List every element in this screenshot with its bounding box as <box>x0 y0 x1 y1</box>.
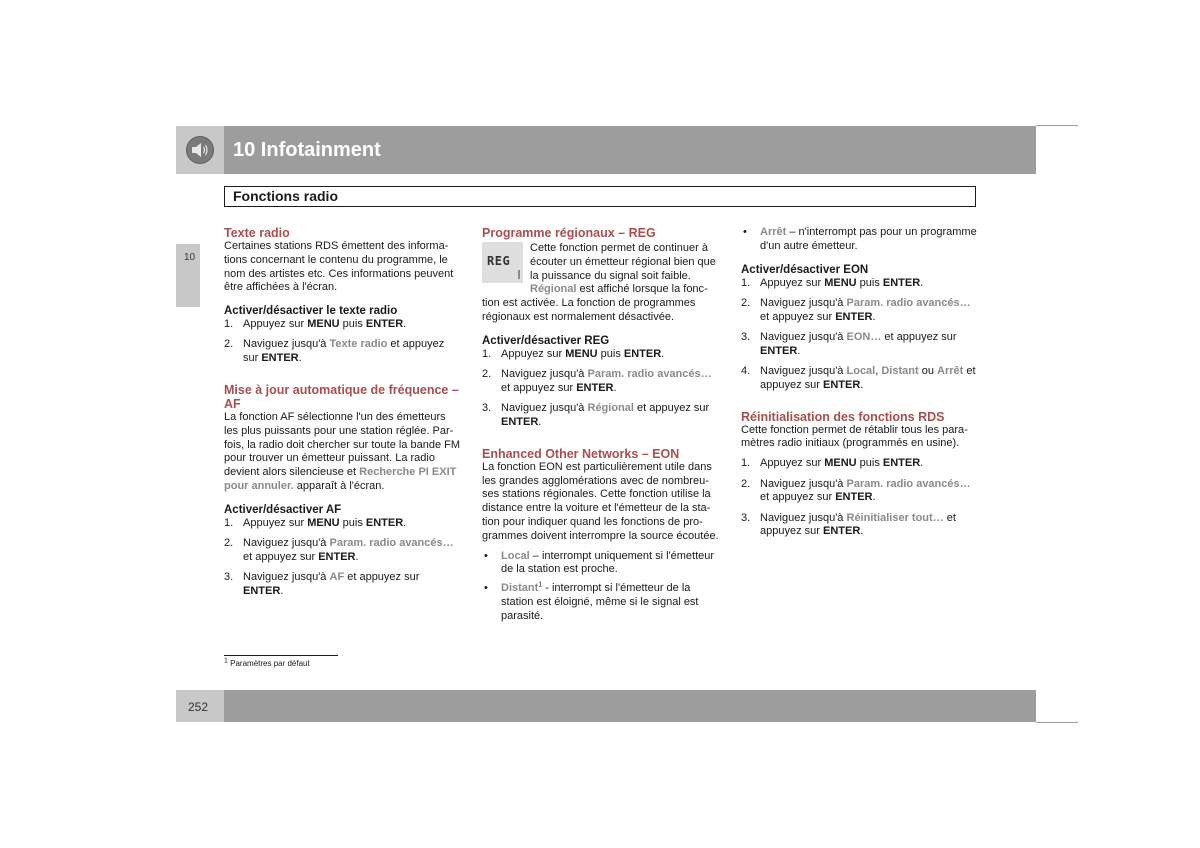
list-item: • Arrêt – n'interrompt pas pour un programme d'un autre émetteur. <box>743 226 977 252</box>
paragraph-rds: Cette fonction permet de rétablir tous les paramètres radio initiaux (programmés en usine). <box>741 423 968 450</box>
footnote: $^1$ Paramètres par défaut <box>224 657 310 668</box>
list-item: 1. Appuyez sur MENU puis ENTER. <box>224 318 407 331</box>
paragraph-texte-radio: Certaines stations RDS émettent des informations concernant le contenu du programme, le nom des artistes etc. Ces informations peuvent être affichées à l'écran. <box>224 240 454 294</box>
steps-reg <box>482 348 719 430</box>
steps-eon <box>741 277 978 393</box>
heading-activer-af: Activer/désactiver AF <box>224 503 342 516</box>
steps-texte-radio <box>224 318 461 366</box>
side-tab-number: 10 <box>184 252 196 263</box>
list-item: • Local – interrompt uniquement si l'émetteur de la station est proche. <box>484 549 715 576</box>
heading-af: Mise à jour automatique de fréquence – AF <box>224 383 459 412</box>
list-item: 4. Naviguez jusqu'à Local, Distant ou Arrêt et appuyez sur ENTER. <box>741 365 976 391</box>
heading-eon: Enhanced Other Networks – EON <box>482 446 680 461</box>
heading-rds: Réinitialisation des fonctions RDS <box>741 409 945 424</box>
list-item: 2. Naviguez jusqu'à Param. radio avancés… et appuyez sur ENTER. <box>224 537 454 563</box>
list-item: 2. Naviguez jusqu'à Param. radio avancés… et appuyez sur ENTER. <box>741 477 971 504</box>
list-item: 1. Appuyez sur MENU puis ENTER. <box>741 457 924 470</box>
footer-rule <box>1036 722 1078 723</box>
footnote-rule <box>224 655 338 656</box>
speaker-icon <box>186 136 214 164</box>
list-item: • Distant$^1$ - interrompt si l'émetteur de la station est éloigné, même si le signal est parasité. <box>484 581 699 622</box>
chapter-title: 10 Infotainment <box>233 139 381 161</box>
list-item: 1. Appuyez sur MENU puis ENTER. <box>741 276 924 289</box>
reg-display-icon: REG <box>482 242 523 283</box>
column-3 <box>741 226 978 546</box>
steps-rds <box>741 457 978 539</box>
header-rule <box>1036 125 1078 126</box>
column-2 <box>482 226 719 629</box>
eon-options-list <box>482 550 719 624</box>
list-item: 2. Naviguez jusqu'à Texte radio et appuyez sur ENTER. <box>224 338 445 365</box>
list-item: 2. Naviguez jusqu'à Param. radio avancés… et appuyez sur ENTER. <box>482 368 712 394</box>
list-item: 1. Appuyez sur MENU puis ENTER. <box>482 347 665 360</box>
list-item: 3. Naviguez jusqu'à EON… et appuyez sur ENTER. <box>741 330 957 357</box>
list-item: 3. Naviguez jusqu'à Réinitialiser tout… et appuyez sur ENTER. <box>741 511 956 538</box>
list-item: 1. Appuyez sur MENU puis ENTER. <box>224 516 407 529</box>
paragraph-reg: REG Cette fonction permet de continuer à écouter un émetteur régional bien que la puissance du signal soit faible. Régional est affiché lorsque la fonction est activée. La fonction de programmes régionaux est normalement désactivée. <box>482 242 716 323</box>
heading-reg: Programme régionaux – REG <box>482 226 656 240</box>
list-item: 3. Naviguez jusqu'à AF et appuyez sur ENTER. <box>224 571 420 598</box>
list-item: 2. Naviguez jusqu'à Param. radio avancés… et appuyez sur ENTER. <box>741 296 971 323</box>
heading-activer-eon: Activer/désactiver EON <box>741 263 869 276</box>
heading-activer-reg: Activer/désactiver REG <box>482 334 610 347</box>
heading-activer-texte-radio: Activer/désactiver le texte radio <box>224 305 398 318</box>
footer-bar <box>224 690 1036 722</box>
paragraph-eon: La fonction EON est particulièrement utile dans les grandes agglomérations avec de nombreuses stations régionales. Cette fonction utilise la distance entre la voiture et l'émetteur de la station pour indiquer quand les fonctions de programmes doivent interrompre la source écoutée. <box>482 460 719 542</box>
steps-af <box>224 517 461 599</box>
heading-texte-radio: Texte radio <box>224 226 290 240</box>
paragraph-af: La fonction AF sélectionne l'un des émetteurs les plus puissants pour une station réglée. Parfois, la radio doit chercher sur toute la bande FM pour trouver un émetteur puissant. La radio devient alors silencieuse et Recherche PI EXIT pour annuler. apparaît à l'écran. <box>224 411 461 493</box>
column-1 <box>224 226 461 605</box>
page-number: 252 <box>188 700 209 714</box>
section-title: Fonctions radio <box>233 188 338 204</box>
eon-options-list-continued <box>741 226 978 254</box>
list-item: 3. Naviguez jusqu'à Régional et appuyez sur ENTER. <box>482 402 710 428</box>
